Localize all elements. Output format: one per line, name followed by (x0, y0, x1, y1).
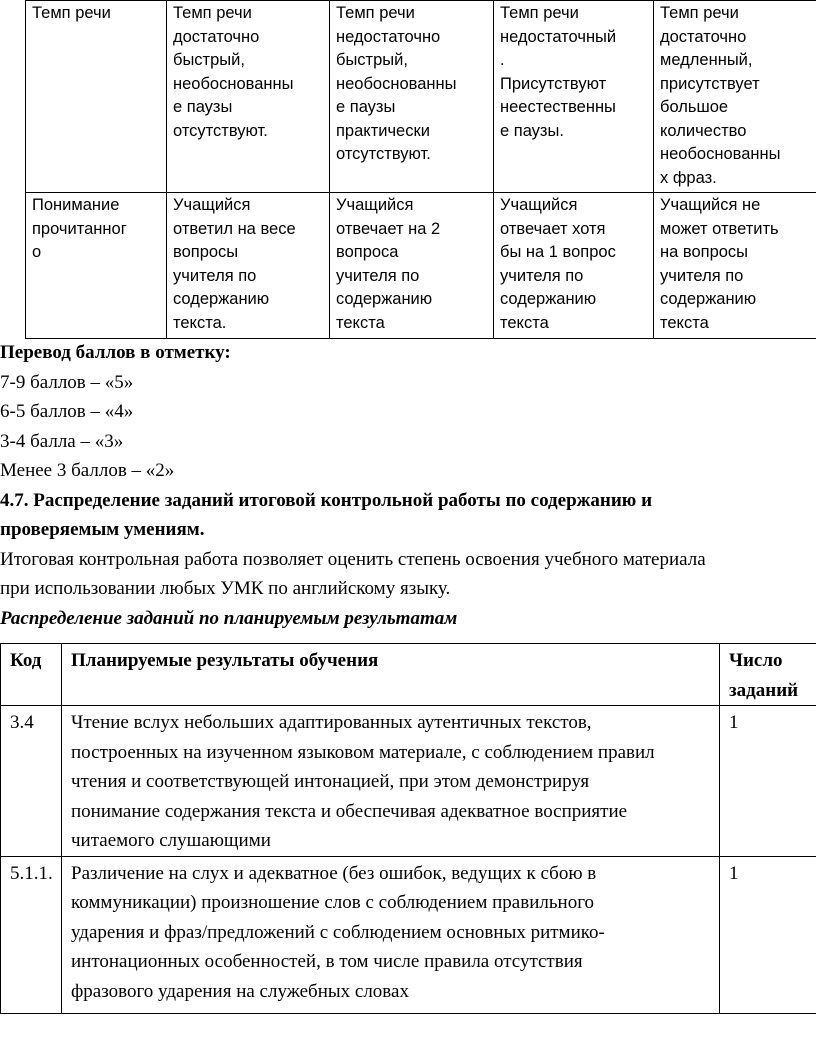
section-subheading: Распределение заданий по планируемым результатам (0, 607, 458, 629)
table-row (1, 856, 816, 1014)
text-line: Темп речи (500, 4, 579, 22)
text-line: учителя по (660, 266, 744, 285)
text-line: отсутствуют. (336, 145, 431, 163)
text-line: быстрый, (336, 51, 408, 69)
text-line: отсутствуют. (173, 121, 268, 140)
text-line: о (32, 243, 42, 261)
text-line: чтения и соответствующей интонацией, при этом демонстрируя (71, 771, 590, 792)
text-line: Учащийся (500, 196, 578, 214)
rubric-cell (494, 193, 654, 339)
rubric-cell (330, 193, 494, 339)
assessment-criteria-table (25, 0, 816, 339)
grade-line: 6-5 баллов – «4» (0, 401, 134, 422)
section-heading: 4.7. Распределение заданий итоговой контрольной работы по содержанию и (0, 489, 653, 511)
text-line: понимание содержания текста и обеспечивая адекватное восприятие (71, 800, 628, 822)
text-line: Учащийся (173, 196, 251, 214)
text-line: необоснованны (660, 145, 781, 163)
rubric-cell (167, 1, 330, 193)
text-line: большое (660, 98, 729, 116)
text-line: е паузы. (500, 121, 564, 140)
rubric-cell (494, 1, 654, 193)
text-line: прочитанног (32, 219, 127, 238)
text-line: ударения и фраз/предложений с соблюдением основных ритмико- (71, 921, 605, 943)
text-line: интонационных особенностей, в том числе правила отсутствия (71, 951, 583, 972)
criterion-cell (26, 193, 167, 339)
code-cell: 5.1.1. (1, 856, 62, 1014)
criterion-cell (26, 1, 167, 193)
text-line: недостаточно (336, 27, 441, 46)
text-line: Число (729, 650, 783, 671)
text-line: текста. (173, 313, 227, 332)
header-results: Планируемые результаты обучения (62, 644, 720, 706)
text-line: на вопросы (660, 243, 749, 261)
text-line: учителя по (500, 266, 584, 285)
grading-heading: Перевод баллов в отметку: (0, 342, 231, 363)
text-line: Темп речи (336, 4, 415, 22)
text-line: содержанию (660, 290, 757, 308)
body-text (0, 338, 816, 633)
text-line: неестественны (500, 98, 616, 116)
count-cell: 1 (720, 706, 816, 857)
text-line: Темп речи (32, 4, 111, 22)
text-line: Учащийся (336, 196, 414, 214)
text-line: содержанию (500, 290, 597, 308)
result-cell (62, 706, 720, 857)
text-line: быстрый, (173, 51, 245, 69)
text-line: заданий (729, 679, 799, 701)
text-line: . (500, 51, 505, 69)
rubric-cell (330, 1, 494, 193)
text-line: Темп речи (660, 4, 739, 22)
planned-results-table (0, 643, 816, 1014)
section-paragraph: Итоговая контрольная работа позволяет оценить степень освоения учебного материала (0, 548, 706, 570)
text-line: отвечает хотя (500, 219, 606, 238)
text-line: количество (660, 121, 747, 140)
rubric-cell (167, 193, 330, 339)
table-header-row (1, 644, 816, 706)
table-row (1, 706, 816, 857)
text-line: е паузы (173, 98, 233, 116)
text-line: необоснованны (336, 74, 457, 93)
grade-line: 7-9 баллов – «5» (0, 371, 134, 393)
rubric-cell (654, 1, 816, 193)
section-heading: проверяемым умениям. (0, 519, 205, 540)
text-line: учителя по (173, 266, 257, 285)
grade-line: Менее 3 баллов – «2» (0, 460, 175, 481)
text-line: Присутствуют (500, 74, 607, 93)
text-line: Различение на слух и адекватное (без ошибок, ведущих к сбою в (71, 862, 597, 884)
text-line: содержанию (173, 290, 270, 308)
text-line: х фраз. (660, 168, 717, 187)
text-line: е паузы (336, 98, 396, 116)
text-line: может ответить (660, 219, 779, 238)
text-line: Понимание (32, 196, 120, 214)
text-line: Учащийся не (660, 196, 761, 214)
text-line: медленный, (660, 51, 753, 69)
table-row (26, 1, 816, 193)
text-line: содержанию (336, 290, 433, 308)
text-line: вопросы (173, 243, 239, 261)
text-line: недостаточный (500, 27, 617, 46)
text-line: учителя по (336, 266, 420, 285)
text-line: вопроса (336, 243, 399, 261)
result-cell (62, 856, 720, 1014)
count-cell: 1 (720, 856, 816, 1014)
text-line: построенных на изученном языковом материале, с соблюдением правил (71, 741, 655, 763)
text-line: присутствует (660, 74, 760, 93)
header-count (720, 644, 816, 706)
text-line: Темп речи (173, 4, 252, 22)
text-line: текста (500, 313, 549, 332)
text-line: бы на 1 вопрос (500, 243, 616, 261)
text-line: необоснованны (173, 74, 294, 93)
text-line: Чтение вслух небольших адаптированных аутентичных текстов, (71, 712, 592, 733)
text-line: читаемого слушающими (71, 830, 271, 851)
section-paragraph: при использовании любых УМК по английскому языку. (0, 578, 451, 599)
text-line: текста (660, 313, 709, 332)
header-code: Код (1, 644, 62, 706)
text-line: достаточно (660, 27, 747, 46)
text-line: отвечает на 2 (336, 219, 441, 238)
rubric-cell (654, 193, 816, 339)
text-line: фразового ударения на служебных словах (71, 980, 409, 1002)
table-row (26, 193, 816, 339)
text-line: практически (336, 121, 430, 140)
text-line: коммуникации) произношение слов с соблюдением правильного (71, 892, 595, 913)
text-line: ответил на весе (173, 219, 296, 238)
text-line: достаточно (173, 27, 260, 46)
grade-line: 3-4 балла – «3» (0, 430, 124, 452)
code-cell: 3.4 (1, 706, 62, 857)
text-line: текста (336, 313, 385, 332)
